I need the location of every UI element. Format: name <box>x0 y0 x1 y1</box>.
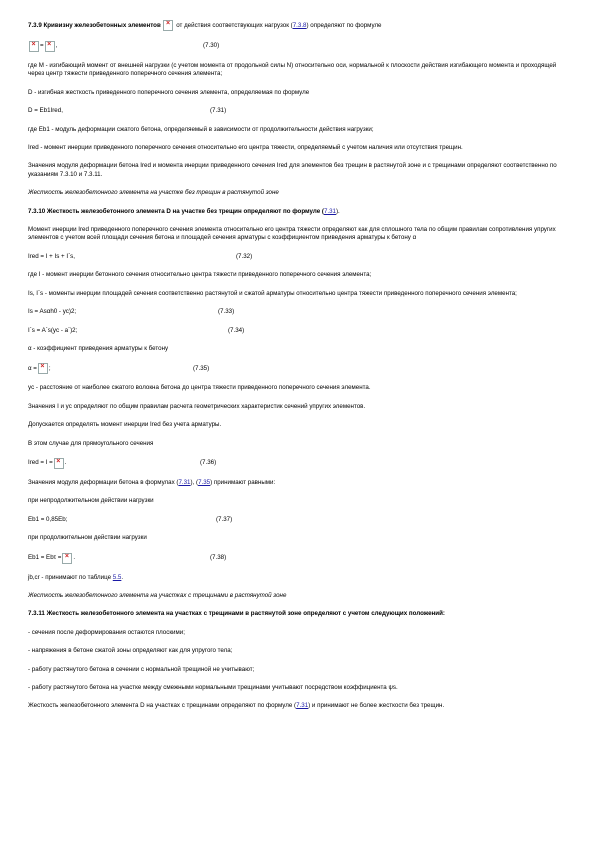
formula-7-31 <box>28 107 568 115</box>
list-item: - напряжения в бетоне сжатой зоны определяют как для упругого тела; <box>28 647 233 655</box>
paragraph: при продолжительном действии нагрузки <box>28 534 147 542</box>
equals-sign: = <box>40 42 44 50</box>
formula-number: (7.31) <box>210 107 227 115</box>
link-table-5-5[interactable]: 5.5 <box>112 573 122 581</box>
text: Жесткость железобетонного элемента D на участках с трещинами определяют по формуле ( <box>28 702 297 710</box>
paragraph: Момент инерции Ired приведенного поперечного сечения элемента относительно его центра тяжести определяют как для сплошного тела по общим правилам сопротивления упругих элементов с учетом всей площади сечения бетона и площадей сечения арматуры с коэффициентом приведения арматуры к бетону α <box>28 226 556 242</box>
formula-7-32 <box>28 253 568 261</box>
paragraph: Is, I΄s - моменты инерции площадей сечения соответственно растянутой и сжатой арматуры относительно центра тяжести приведенного поперечного сечения элемента; <box>28 289 517 297</box>
formula-7-33 <box>28 308 568 316</box>
clause-text: 7.3.9 Кривизну железобетонных элементов <box>28 22 161 30</box>
text: ) и принимают не более жесткости без трещин. <box>308 702 445 710</box>
broken-image-icon <box>45 41 55 52</box>
clause-text-2: от действия соответствующих нагрузок ( <box>176 22 293 30</box>
paragraph: D - изгибная жесткость приведенного поперечного сечения элемента, определяемая по формуле <box>28 88 310 96</box>
clause-text-3: ) определяют по формуле <box>306 22 382 30</box>
formula-number: (7.35) <box>193 364 210 372</box>
list-item: - работу растянутого бетона в сечении с нормальной трещиной не учитывают; <box>28 665 255 673</box>
formula-7-38 <box>28 553 568 564</box>
broken-image-icon <box>38 363 48 374</box>
paragraph: Значения I и yc определяют по общим правилам расчета геометрических характеристик сечений упругих элементов. <box>28 402 366 410</box>
formula-number: (7.30) <box>203 42 220 50</box>
list-item: - сечения после деформирования остаются плоскими; <box>28 628 185 636</box>
formula-number: (7.34) <box>228 326 245 334</box>
formula-text: I΄s = A΄s(yc - a΄)2; <box>28 326 78 334</box>
document-page <box>28 20 568 721</box>
formula-7-35 <box>28 363 568 374</box>
paragraph-7-3-10 <box>28 208 568 216</box>
text: Значения модуля деформации бетона в формулах ( <box>28 478 179 486</box>
paragraph <box>28 574 568 582</box>
clause-text: 7.3.10 Жесткость железобетонного элемента D на участке без трещин определяют по формуле ( <box>28 207 324 215</box>
link-7-35[interactable]: 7.35 <box>198 478 211 486</box>
formula-7-37 <box>28 516 568 524</box>
paragraph: yc - расстояние от наиболее сжатого волокна бетона до центра тяжести приведенного поперечного сечения элемента. <box>28 384 371 392</box>
link-7-3-8[interactable]: 7.3.8 <box>292 22 307 30</box>
paragraph: где Eb1 - модуль деформации сжатого бетона, определяемый в зависимости от продолжительности действия нагрузки; <box>28 125 374 133</box>
formula-number: (7.32) <box>236 252 253 260</box>
paragraph-7-3-9 <box>28 20 568 31</box>
list-item: - работу растянутого бетона на участке между смежными нормальными трещинами учитывают посредством коэффициента ψs. <box>28 684 398 691</box>
paragraph: В этом случае для прямоугольного сечения <box>28 439 154 447</box>
paragraph: Значения модуля деформации бетона Ired и момента инерции приведенного сечения Ired для элементов без трещин в растянутой зоне и с трещинами определяют соответственно по указаниям 7.3.10 и 7.3.11. <box>28 162 557 178</box>
paragraph-7-3-11: 7.3.11 Жесткость железобетонного элемента на участках с трещинами в растянутой зоне определяют с учетом следующих положений: <box>28 610 445 618</box>
broken-image-icon <box>29 41 39 52</box>
formula-number: (7.36) <box>200 459 217 467</box>
paragraph: где M - изгибающий момент от внешней нагрузки (с учетом момента от продольной силы N) относительно оси, нормальной к плоскости действия изгибающего момента и проходящей через центр тяжести приведенного поперечного сечения элемента; <box>28 62 557 78</box>
formula-text: Ired = I = <box>28 459 53 467</box>
subheading-no-cracks: Жесткость железобетонного элемента на участке без трещин в растянутой зоне <box>28 189 279 197</box>
formula-number: (7.33) <box>218 308 235 316</box>
clause-text-2: ). <box>336 207 340 215</box>
formula-text: Eb1 = Ebτ = <box>28 553 62 561</box>
formula-punct: , <box>55 42 58 50</box>
formula-text: Is = Asαh0 - yc)2; <box>28 308 77 316</box>
formula-number: (7.37) <box>216 515 233 523</box>
text: jb,cr - принимают по таблице <box>28 573 113 581</box>
broken-image-icon <box>62 553 72 564</box>
subheading-with-cracks: Жесткость железобетонного элемента на участках с трещинами в растянутой зоне <box>28 591 287 599</box>
formula-punct: . <box>64 459 67 467</box>
formula-7-36 <box>28 458 568 469</box>
paragraph: при непродолжительном действии нагрузки <box>28 497 154 505</box>
paragraph <box>28 702 568 710</box>
formula-7-30 <box>28 41 568 52</box>
formula-text: α = <box>28 364 37 372</box>
formula-number: (7.38) <box>210 553 227 561</box>
formula-punct: ; <box>48 364 51 372</box>
formula-7-34 <box>28 327 568 335</box>
paragraph <box>28 479 568 487</box>
paragraph: α - коэффициент приведения арматуры к бетону <box>28 344 169 352</box>
broken-image-icon <box>163 20 173 31</box>
link-7-31[interactable]: 7.31 <box>323 207 336 215</box>
link-7-31[interactable]: 7.31 <box>296 702 309 710</box>
broken-image-icon <box>54 458 64 469</box>
formula-text: D = Eb1Ired, <box>28 107 63 115</box>
text: ) принимают равными: <box>210 478 276 486</box>
formula-text: Ired = I + Is + I΄s, <box>28 252 75 260</box>
text: ), ( <box>190 478 199 486</box>
paragraph: где I - момент инерции бетонного сечения относительно центра тяжести приведенного поперечного сечения элемента; <box>28 271 372 279</box>
formula-text: Eb1 = 0,85Eb; <box>28 515 68 523</box>
text: . <box>121 573 124 581</box>
paragraph: Ired - момент инерции приведенного поперечного сечения относительно его центра тяжести, определяемый с учетом наличия или отсутствия трещин. <box>28 144 463 152</box>
formula-punct: . <box>73 553 76 561</box>
link-7-31[interactable]: 7.31 <box>178 478 191 486</box>
paragraph: Допускается определять момент инерции Ired без учета арматуры. <box>28 421 222 429</box>
